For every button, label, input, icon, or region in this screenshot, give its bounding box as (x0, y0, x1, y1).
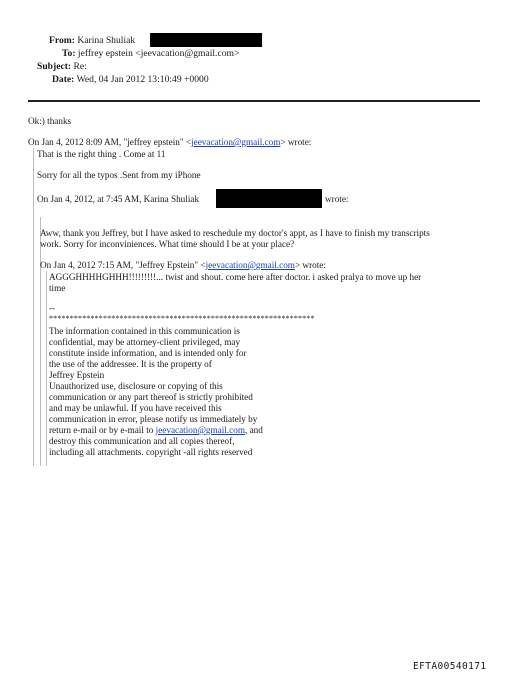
email-link[interactable]: jeevacation@gmail.com (191, 137, 281, 147)
redaction-box (216, 189, 322, 208)
disclaimer-line: and may be unlawful. If you have received this (49, 403, 222, 413)
disclaimer-line: destroy this communication and all copies thereof, (49, 436, 235, 446)
quote-1-line-2: Sorry for all the typos .Sent from my iPhone (37, 170, 201, 180)
disclaimer-line: constitute inside information, and is intended only for (49, 348, 247, 358)
disclaimer-line: Unauthorized use, disclosure or copying of this (49, 381, 223, 391)
email-link[interactable]: jeevacation@gmail.com (155, 425, 245, 435)
disclaimer-line: the use of the addressee. It is the property of (49, 359, 212, 369)
subject-row (37, 61, 87, 73)
quote-2-intro-pre: On Jan 4, 2012, at 7:45 AM, Karina Shuliak (37, 194, 200, 204)
disclaimer-email-pre: return e-mail or by e-mail to (49, 425, 156, 435)
date-label: Date: (52, 74, 75, 85)
quote-3-intro (40, 260, 326, 271)
date-value: Wed, 04 Jan 2012 13:10:49 +0000 (76, 74, 209, 85)
quote-3-line-2: time (49, 283, 66, 293)
disclaimer-line: The information contained in this communication is (49, 326, 240, 336)
disclaimer-email-post: , and (244, 425, 263, 435)
disclaimer-line: communication or any part thereof is strictly prohibited (49, 392, 253, 402)
from-label: From: (49, 35, 75, 46)
to-row (62, 48, 239, 60)
quote-3-line-1: AGGGHHHHGHHH!!!!!!!!!... twist and shout. come here after doctor. i asked pralya to move up her (49, 272, 422, 282)
disclaimer-line: confidential, may be attorney-client privileged, may (49, 337, 241, 347)
email-link[interactable]: jeevacation@gmail.com (205, 260, 295, 270)
signature-stars: **************************************************************** (49, 314, 315, 323)
quote-bar-2 (40, 217, 41, 466)
quote-2-intro-post: wrote: (325, 194, 349, 204)
quote-1-line-1: That is the right thing . Come at 11 (37, 149, 166, 159)
disclaimer-email-line (49, 425, 263, 436)
disclaimer-line: communication in error, please notify us immediately by (49, 414, 258, 424)
from-value: Karina Shuliak (77, 35, 136, 46)
disclaimer-line: Jeffrey Epstein (49, 370, 105, 380)
quote-2-line-1: Aww, thank you Jeffrey, but I have asked to reschedule my doctor's appt, as I have to finish my transcripts (40, 228, 430, 238)
to-value: jeffrey epstein <jeevacation@gmail.com> (77, 48, 240, 59)
subject-value: Re: (73, 61, 87, 72)
quote-1-intro-pre: On Jan 4, 2012 8:09 AM, "jeffrey epstein" < (28, 137, 192, 147)
date-row (52, 74, 209, 86)
quote-3-intro-post: > wrote: (294, 260, 326, 270)
from-row (49, 35, 135, 47)
signature-dashes: -- (49, 303, 56, 313)
document-id: EFTA00540171 (413, 661, 487, 672)
quote-3-intro-pre: On Jan 4, 2012 7:15 AM, "Jeffrey Epstein" < (40, 260, 206, 270)
quote-bar-1 (33, 148, 34, 466)
redaction-box (150, 33, 262, 47)
disclaimer-line: including all attachments. copyright -all rights reserved (49, 447, 253, 457)
to-label: To: (62, 48, 76, 59)
quote-1-intro (28, 137, 311, 148)
subject-label: Subject: (37, 61, 72, 72)
quote-1-intro-post: > wrote: (280, 137, 312, 147)
quote-2-line-2: work. Sorry for inconviniences. What time should I be at your place? (40, 239, 295, 249)
header-divider (28, 100, 480, 102)
reply-text: Ok:) thanks (28, 116, 72, 126)
quote-bar-3 (46, 271, 47, 466)
